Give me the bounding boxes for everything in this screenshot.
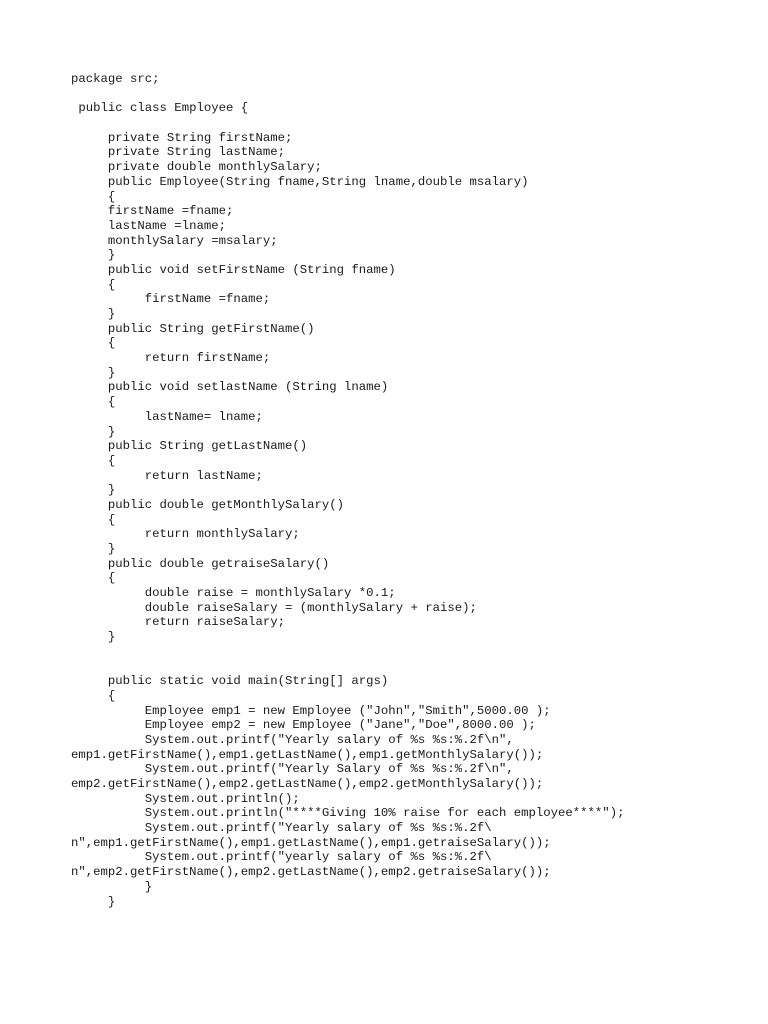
code-line: firstName =fname;	[71, 292, 271, 307]
code-line	[71, 116, 624, 131]
code-line: private double monthlySalary;	[71, 160, 322, 175]
code-line: n",emp1.getFirstName(),emp1.getLastName(),emp1.getraiseSalary());	[71, 835, 551, 850]
code-line: {	[71, 189, 116, 204]
code-line: public static void main(String[] args)	[71, 674, 389, 689]
code-line: n",emp2.getFirstName(),emp2.getLastName(),emp2.getraiseSalary());	[71, 865, 551, 880]
code-line: return raiseSalary;	[71, 615, 286, 630]
code-line: }	[71, 630, 116, 645]
code-line: System.out.printf("yearly salary of %s %s:%.2f\	[71, 850, 492, 865]
code-line: public String getFirstName()	[71, 321, 315, 336]
code-line: }	[71, 542, 116, 556]
code-line: System.out.printf("Yearly salary of %s %s:%.2f\	[71, 821, 492, 836]
code-line: }	[71, 248, 116, 263]
code-line: double raise = monthlySalary *0.1;	[71, 586, 396, 601]
code-line: public void setlastName (String lname)	[71, 380, 389, 395]
code-line: }	[71, 365, 116, 380]
code-line	[71, 660, 624, 675]
code-line: lastName= lname;	[71, 409, 263, 424]
code-line: }	[71, 424, 116, 439]
code-line: }	[71, 894, 116, 909]
code-line: double raiseSalary = (monthlySalary + raise);	[71, 600, 477, 615]
code-line: {	[71, 512, 116, 527]
code-line: private String firstName;	[71, 130, 293, 145]
code-line	[71, 87, 624, 102]
code-line: }	[71, 483, 116, 498]
code-line: {	[71, 688, 116, 703]
code-line: public double getMonthlySalary()	[71, 497, 345, 512]
code-line: return monthlySalary;	[71, 527, 300, 542]
code-line: public Employee(String fname,String lname,double msalary)	[71, 174, 529, 189]
code-line: public double getraiseSalary()	[71, 556, 330, 571]
code-block	[71, 72, 624, 909]
code-line: {	[71, 277, 116, 292]
code-line: Employee emp1 = new Employee ("John","Smith",5000.00 );	[71, 703, 551, 718]
code-line: public class Employee {	[71, 101, 249, 116]
code-line: }	[71, 307, 116, 321]
code-line: public void setFirstName (String fname)	[71, 262, 396, 277]
code-line: }	[71, 879, 153, 894]
code-line: emp2.getFirstName(),emp2.getLastName(),emp2.getMonthlySalary());	[71, 777, 544, 791]
code-line: System.out.println("****Giving 10% raise for each employee****");	[71, 806, 625, 821]
code-line: Employee emp2 = new Employee ("Jane","Doe",8000.00 );	[71, 718, 536, 733]
code-line: public String getLastName()	[71, 439, 308, 454]
code-line: private String lastName;	[71, 145, 286, 160]
code-line: monthlySalary =msalary;	[71, 233, 278, 248]
code-line: {	[71, 571, 116, 586]
code-line: package src;	[71, 72, 160, 86]
code-line: emp1.getFirstName(),emp1.getLastName(),emp1.getMonthlySalary());	[71, 747, 544, 762]
code-line: lastName =lname;	[71, 218, 226, 233]
code-line: return lastName;	[71, 468, 263, 483]
code-line: firstName =fname;	[71, 204, 234, 219]
code-line: {	[71, 336, 116, 351]
code-line: {	[71, 395, 116, 410]
code-line: System.out.println();	[71, 791, 300, 806]
code-line	[71, 645, 624, 660]
code-line: System.out.printf("Yearly salary of %s %s:%.2f\n",	[71, 732, 514, 747]
code-line: {	[71, 453, 116, 468]
code-line: return firstName;	[71, 351, 271, 366]
code-line: System.out.printf("Yearly Salary of %s %s:%.2f\n",	[71, 762, 514, 777]
